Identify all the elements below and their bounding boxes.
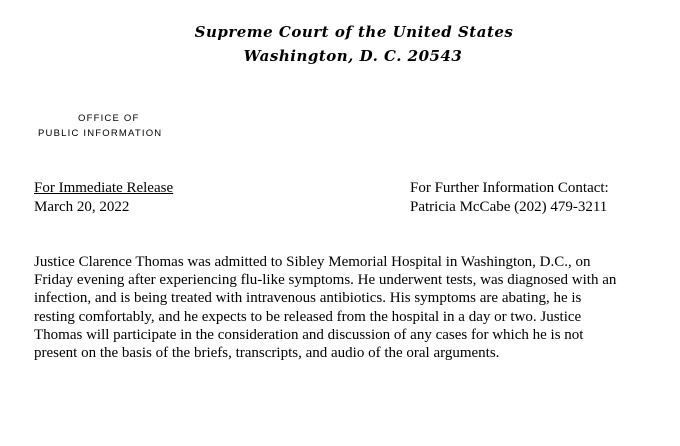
contact-name-phone: Patricia McCabe (202) 479-3211 (410, 199, 608, 215)
press-release-body (34, 253, 654, 362)
release-date: March 20, 2022 (34, 199, 130, 215)
body-line: Friday evening after experiencing flu-like symptoms. He underwent tests, was diagnosed with an (34, 272, 617, 289)
body-line: resting comfortably, and he expects to be released from the hospital in a day or two. Justice (34, 308, 582, 325)
release-info (34, 179, 173, 217)
contact-info (410, 179, 609, 217)
body-line: Thomas will participate in the consideration and discussion of any cases for which he is not (34, 326, 584, 343)
contact-label: For Further Information Contact: (410, 180, 609, 196)
letterhead-court-name: Supreme Court of the United States (194, 23, 514, 41)
office-of-label: OFFICE OF (78, 113, 140, 124)
office-heading (38, 111, 162, 141)
letterhead (0, 20, 680, 68)
public-information-label: PUBLIC INFORMATION (38, 128, 163, 139)
body-line: present on the basis of the briefs, transcripts, and audio of the oral arguments. (34, 345, 500, 362)
release-label: For Immediate Release (34, 180, 174, 196)
body-line: infection, and is being treated with intravenous antibiotics. His symptoms are abating, he is (34, 290, 582, 307)
letterhead-address: Washington, D. C. 20543 (243, 47, 463, 65)
body-line: Justice Clarence Thomas was admitted to Sibley Memorial Hospital in Washington, D.C., on (34, 254, 591, 270)
